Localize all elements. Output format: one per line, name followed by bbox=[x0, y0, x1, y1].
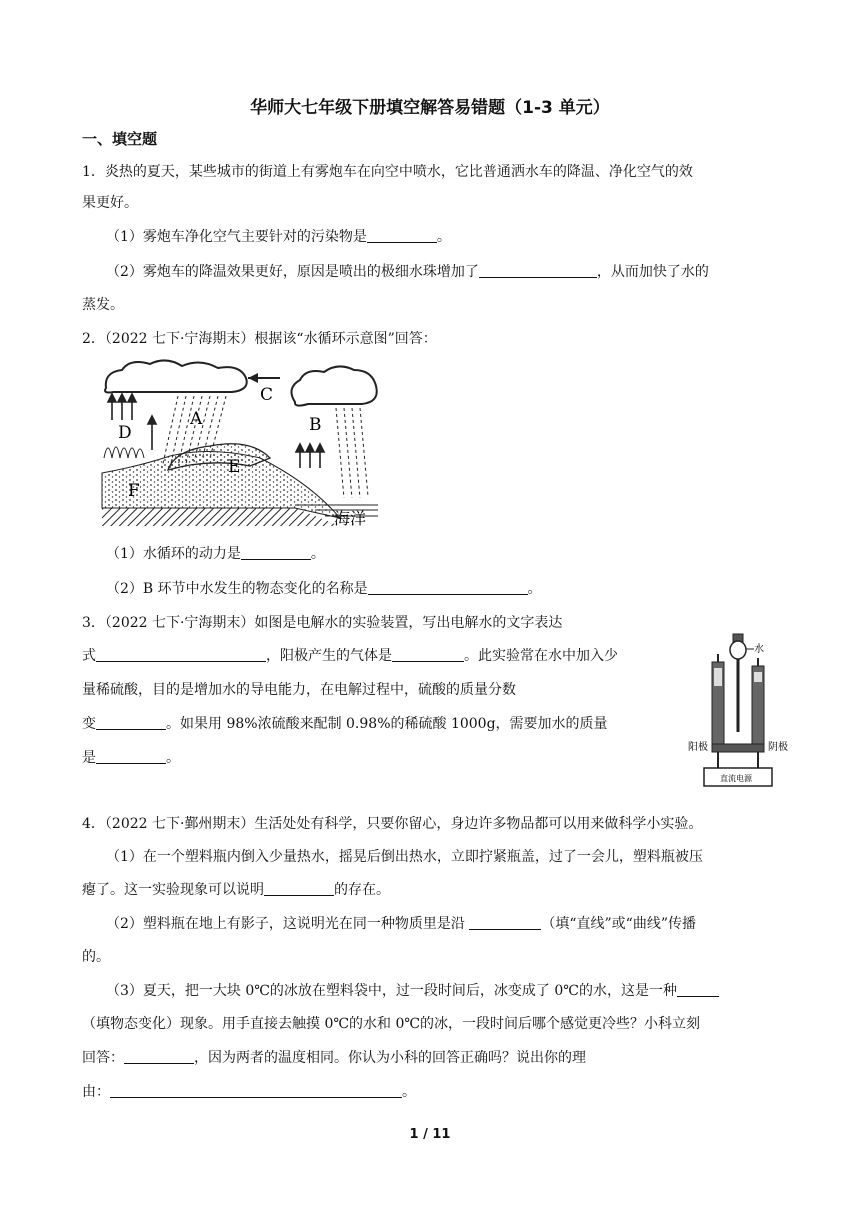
q4-sub-3-line-3: 回答： ，因为两者的温度相同。你认为小科的回答正确吗？说出你的理 bbox=[82, 1050, 586, 1066]
label-a: A bbox=[190, 409, 203, 429]
answer-blank[interactable] bbox=[96, 715, 166, 730]
label-ocean: 海洋 bbox=[334, 509, 367, 528]
q4-sub-2: （2）塑料瓶在地上有影子，这说明光在同一种物质里是沿 （填“直线”或“曲线”传播 bbox=[106, 916, 696, 932]
q4-sub-3-line-4: 由： 。 bbox=[82, 1084, 416, 1100]
label-anode: 阳极 bbox=[688, 742, 708, 753]
q2-line-1: 2．（2022 七下·宁海期末）根据该“水循环示意图”回答： bbox=[82, 331, 437, 347]
q1-line-1: 1．炎热的夏天，某些城市的街道上有雾炮车在向空中喷水，它比普通洒水车的降温、净化空气的效 bbox=[82, 164, 693, 180]
q3-line-5: 是 。 bbox=[82, 750, 180, 766]
label-b: B bbox=[309, 415, 322, 435]
answer-blank[interactable] bbox=[368, 580, 528, 595]
label-c: C bbox=[260, 385, 274, 405]
water-cycle-diagram bbox=[100, 358, 380, 530]
q4-sub-2-cont: 的。 bbox=[82, 949, 110, 965]
label-water: 水 bbox=[754, 644, 764, 655]
q1-sub-2: （2）雾炮车的降温效果更好，原因是喷出的极细水珠增加了 ，从而加快了水的 bbox=[106, 264, 709, 280]
q4-sub-3: （3）夏天，把一大块 0℃的冰放在塑料袋中，过一段时间后，冰变成了 0℃的水，这是一种 bbox=[106, 980, 719, 1000]
answer-blank[interactable] bbox=[110, 1083, 402, 1098]
label-cathode: 阴极 bbox=[768, 742, 788, 753]
answer-blank[interactable] bbox=[241, 545, 311, 560]
answer-blank[interactable] bbox=[96, 749, 166, 764]
label-power-source: 直流电源 bbox=[720, 774, 752, 783]
q1-sub-1: （1）雾炮车净化空气主要针对的污染物是 。 bbox=[106, 229, 451, 245]
page-number: 1 / 11 bbox=[409, 1127, 451, 1142]
electrolysis-apparatus bbox=[684, 632, 794, 792]
q4-sub-3-line-2: （填物态变化）现象。用手直接去触摸 0℃的水和 0℃的冰，一段时间后哪个感觉更冷些？小科立刻 bbox=[82, 1016, 701, 1032]
q1-sub-2-cont: 蒸发。 bbox=[82, 297, 124, 313]
q3-line-4: 变 。如果用 98%浓硫酸来配制 0.98%的稀硫酸 1000g，需要加水的质量 bbox=[82, 716, 608, 732]
answer-blank[interactable] bbox=[367, 228, 437, 243]
answer-blank[interactable] bbox=[124, 1049, 194, 1064]
q4-line-1: 4．（2022 七下·鄞州期末）生活处处有科学，只要你留心，身边许多物品都可以用来做科学小实验。 bbox=[82, 816, 703, 832]
q2-sub-1: （1）水循环的动力是 。 bbox=[106, 546, 325, 562]
answer-blank[interactable] bbox=[677, 982, 719, 997]
section-heading: 一、填空题 bbox=[82, 130, 158, 148]
label-d: D bbox=[118, 423, 132, 443]
q3-line-3: 量稀硫酸，目的是增加水的导电能力，在电解过程中，硫酸的质量分数 bbox=[82, 682, 516, 698]
label-e: E bbox=[228, 457, 241, 477]
q2-sub-2: （2）B 环节中水发生的物态变化的名称是 。 bbox=[106, 581, 542, 597]
answer-blank[interactable] bbox=[479, 263, 597, 278]
page-title: 华师大七年级下册填空解答易错题（1-3 单元） bbox=[250, 98, 610, 118]
q3-line-2: 式 ，阳极产生的气体是 。此实验常在水中加入少 bbox=[82, 648, 618, 664]
answer-blank[interactable] bbox=[264, 881, 334, 896]
q4-sub-1: （1）在一个塑料瓶内倒入少量热水，摇晃后倒出热水，立即拧紧瓶盖，过了一会儿，塑料瓶被压 bbox=[106, 849, 703, 865]
q1-line-2: 果更好。 bbox=[82, 195, 138, 211]
answer-blank[interactable] bbox=[392, 647, 464, 662]
q4-sub-1-cont: 瘪了。这一实验现象可以说明 的存在。 bbox=[82, 882, 390, 898]
answer-blank[interactable] bbox=[96, 647, 266, 662]
answer-blank[interactable] bbox=[469, 915, 541, 930]
q3-line-1: 3．（2022 七下·宁海期末）如图是电解水的实验装置，写出电解水的文字表达 bbox=[82, 615, 563, 631]
label-f: F bbox=[128, 481, 140, 501]
